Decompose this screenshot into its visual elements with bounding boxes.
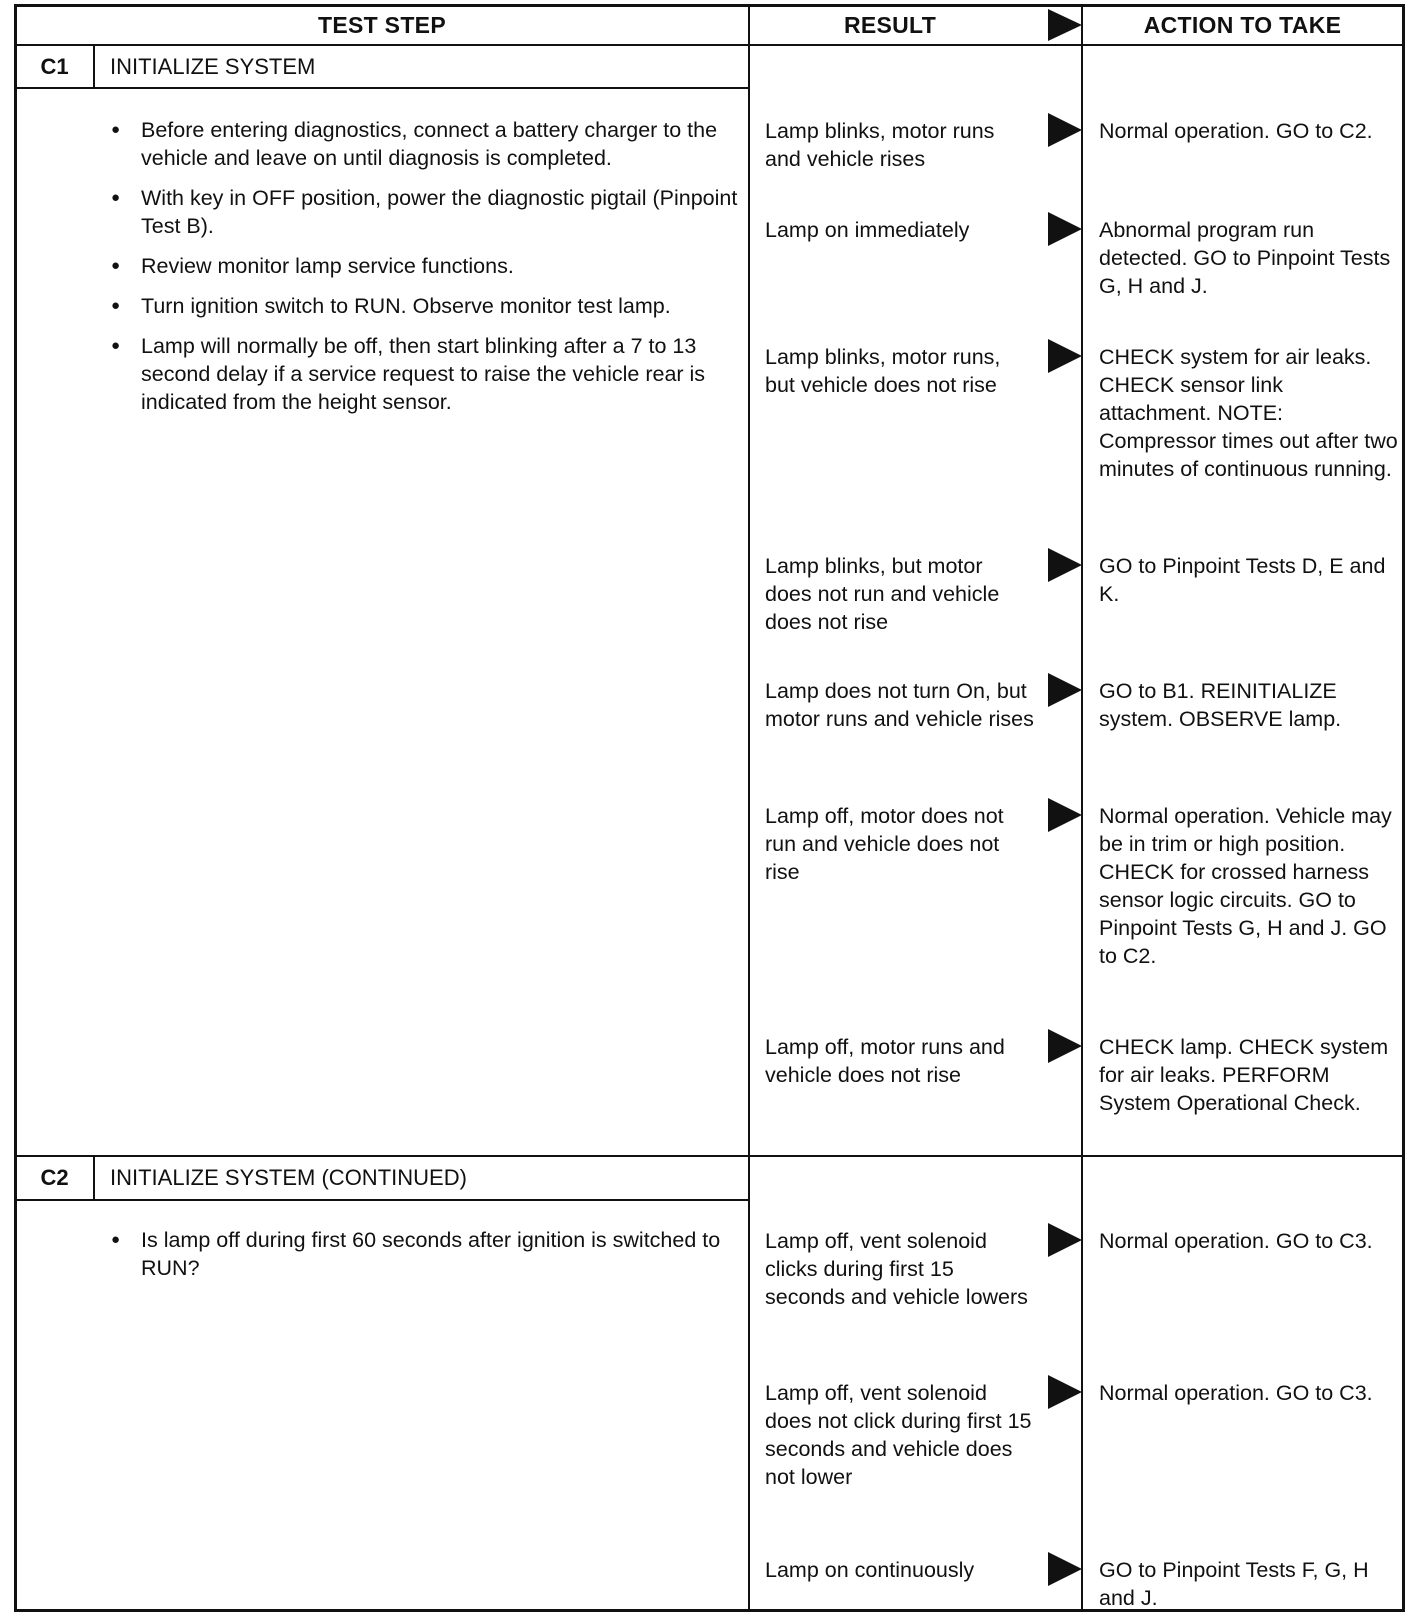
arrow-icon — [1048, 339, 1082, 373]
instruction-item: ● Is lamp off during first 60 seconds after ignition is switched to RUN? — [111, 1226, 721, 1282]
instruction-item: ● Lamp will normally be off, then start blinking after a 7 to 13 second delay if a service request to raise the vehicle rear is indicated from the height sensor. — [111, 332, 741, 416]
result-text: Lamp blinks, but motor does not run and vehicle does not rise — [765, 554, 1000, 634]
action-text: GO to B1. REINITIALIZE system. OBSERVE lamp. — [1099, 679, 1342, 731]
result-text: Lamp off, vent solenoid does not click during first 15 seconds and vehicle does not lower — [765, 1381, 1032, 1489]
step-instructions — [111, 116, 741, 428]
action-text: CHECK system for air leaks. CHECK sensor link attachment. NOTE: Compressor times out after two minutes of continuous running. — [1099, 345, 1398, 481]
action-text: Normal operation. GO to C2. — [1099, 119, 1373, 143]
arrow-icon — [1048, 548, 1082, 582]
arrow-icon — [1048, 1029, 1082, 1063]
result-text: Lamp on immediately — [765, 218, 970, 242]
arrow-icon — [1048, 9, 1082, 41]
action-text: GO to Pinpoint Tests F, G, H and J. — [1099, 1558, 1369, 1610]
arrow-icon — [1048, 1552, 1082, 1586]
result-text: Lamp off, vent solenoid clicks during first 15 seconds and vehicle lowers — [765, 1229, 1028, 1309]
column-divider-result — [748, 4, 750, 1612]
action-text: CHECK lamp. CHECK system for air leaks. PERFORM System Operational Check. — [1099, 1035, 1389, 1115]
result-text: Lamp off, motor runs and vehicle does not rise — [765, 1035, 1005, 1087]
header-result: RESULT — [843, 12, 937, 38]
instruction-item: ● Before entering diagnostics, connect a battery charger to the vehicle and leave on until diagnosis is completed. — [111, 116, 741, 172]
instruction-item: ● Review monitor lamp service functions. — [111, 252, 741, 280]
header-action-to-take: ACTION TO TAKE — [1143, 12, 1342, 38]
step-title: INITIALIZE SYSTEM (CONTINUED) — [110, 1165, 467, 1190]
action-text: Normal operation. GO to C3. — [1099, 1229, 1373, 1253]
step-title: INITIALIZE SYSTEM — [110, 54, 316, 79]
instruction-item: ● With key in OFF position, power the diagnostic pigtail (Pinpoint Test B). — [111, 184, 741, 240]
action-text: Normal operation. GO to C3. — [1099, 1381, 1373, 1405]
result-text: Lamp blinks, motor runs, but vehicle does not rise — [765, 345, 1001, 397]
result-text: Lamp on continuously — [765, 1558, 975, 1582]
header-test-step: TEST STEP — [318, 12, 446, 38]
action-text: Abnormal program run detected. GO to Pinpoint Tests G, H and J. — [1099, 218, 1391, 298]
step-code: C1 — [40, 54, 69, 79]
arrow-icon — [1048, 673, 1082, 707]
c1-code-divider — [93, 44, 95, 88]
arrow-icon — [1048, 798, 1082, 832]
arrow-icon — [1048, 1375, 1082, 1409]
result-text: Lamp blinks, motor runs and vehicle rises — [765, 119, 995, 171]
arrow-icon — [1048, 113, 1082, 147]
result-text: Lamp off, motor does not run and vehicle does not rise — [765, 804, 1004, 884]
step-instructions — [111, 1226, 721, 1294]
arrow-icon — [1048, 1223, 1082, 1257]
instruction-item: ● Turn ignition switch to RUN. Observe monitor test lamp. — [111, 292, 741, 320]
result-text: Lamp does not turn On, but motor runs and vehicle rises — [765, 679, 1034, 731]
c2-title-rule — [14, 1199, 750, 1201]
table-border-left — [14, 4, 17, 1612]
table-border-right — [1402, 4, 1405, 1612]
c2-code-divider — [93, 1155, 95, 1200]
arrow-icon — [1048, 212, 1082, 246]
action-text: Normal operation. Vehicle may be in trim or high position. CHECK for crossed harness sensor logic circuits. GO to Pinpoint Tests G, H and J. GO to C2. — [1099, 804, 1392, 968]
step-code: C2 — [40, 1165, 69, 1190]
action-text: GO to Pinpoint Tests D, E and K. — [1099, 554, 1386, 606]
